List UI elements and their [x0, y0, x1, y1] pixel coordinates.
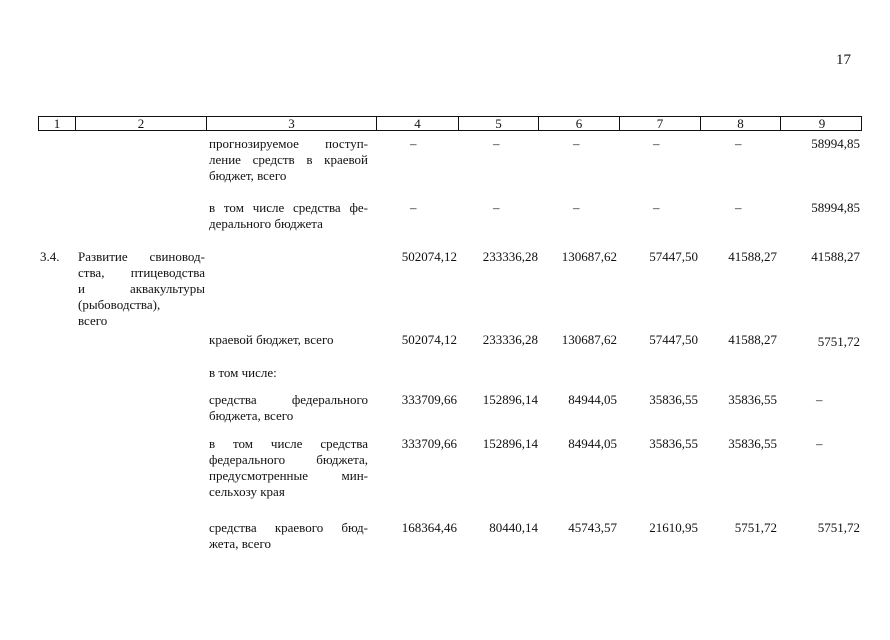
row-description-line: краевой бюджет, всего	[209, 332, 334, 347]
value-cell: 57447,50	[649, 249, 698, 264]
header-cell-3: 3	[207, 117, 377, 130]
value-cell: –	[410, 200, 417, 215]
value-cell: 58994,85	[811, 200, 860, 215]
row-description	[209, 365, 368, 381]
value-cell: 41588,27	[811, 249, 860, 264]
value-cell: 35836,55	[728, 392, 777, 407]
value-cell: 233336,28	[482, 332, 538, 347]
value-cell: 41588,27	[728, 332, 777, 347]
row-name-line: и аквакультуры	[78, 281, 205, 296]
row-description-line: ление средств в краевой	[209, 152, 368, 167]
row-description-line: в том числе средства	[209, 436, 368, 451]
row-description-line: прогнозируемое поступ-	[209, 136, 368, 151]
value-cell: 58994,85	[811, 136, 860, 151]
row-description	[209, 436, 368, 500]
header-cell-8: 8	[701, 117, 781, 130]
value-cell: 21610,95	[649, 520, 698, 535]
value-cell: 502074,12	[401, 332, 457, 347]
value-cell: 35836,55	[649, 392, 698, 407]
value-cell: 502074,12	[401, 249, 457, 264]
value-cell: 152896,14	[482, 436, 538, 451]
value-cell: 233336,28	[482, 249, 538, 264]
row-description-line: бюджета, всего	[209, 408, 294, 423]
value-cell: –	[735, 200, 742, 215]
value-cell: 80440,14	[489, 520, 538, 535]
row-name-line: Развитие свиновод-	[78, 249, 205, 264]
row-name	[78, 249, 205, 329]
row-description	[209, 332, 368, 348]
value-cell: 152896,14	[482, 392, 538, 407]
header-cell-5: 5	[459, 117, 539, 130]
value-cell: –	[410, 136, 417, 151]
value-cell: –	[816, 392, 823, 407]
row-description	[209, 200, 368, 232]
header-cell-7: 7	[620, 117, 701, 130]
header-cell-2: 2	[76, 117, 207, 130]
value-cell: 57447,50	[649, 332, 698, 347]
row-description-line: федерального бюджета,	[209, 452, 368, 467]
row-description	[209, 392, 368, 424]
value-cell: –	[493, 200, 500, 215]
value-cell: –	[653, 200, 660, 215]
row-description-line: бюджет, всего	[209, 168, 287, 183]
page-number: 17	[836, 52, 851, 68]
value-cell: –	[493, 136, 500, 151]
header-cell-1: 1	[39, 117, 76, 130]
value-cell: 45743,57	[568, 520, 617, 535]
value-cell: 41588,27	[728, 249, 777, 264]
row-description-line: средства федерального	[209, 392, 368, 407]
value-cell: 84944,05	[568, 392, 617, 407]
value-cell: 35836,55	[649, 436, 698, 451]
row-description-line: сельхозу края	[209, 484, 285, 499]
value-cell: –	[573, 200, 580, 215]
header-cell-9: 9	[818, 116, 826, 131]
value-cell: 130687,62	[561, 249, 617, 264]
value-cell: 130687,62	[561, 332, 617, 347]
value-cell: –	[573, 136, 580, 151]
value-cell: 35836,55	[728, 436, 777, 451]
value-cell: 333709,66	[401, 392, 457, 407]
row-description-line: в том числе средства фе-	[209, 200, 368, 215]
header-cell-6: 6	[539, 117, 620, 130]
value-cell: 5751,72	[734, 520, 777, 535]
value-cell: –	[653, 136, 660, 151]
value-cell: 84944,05	[568, 436, 617, 451]
value-cell: 5751,72	[817, 520, 860, 535]
row-number: 3.4.	[40, 249, 60, 264]
row-description-line: предусмотренные мин-	[209, 468, 368, 483]
row-description-line: дерального бюджета	[209, 216, 323, 231]
table-header-row	[38, 116, 862, 131]
row-description-line: средства краевого бюд-	[209, 520, 368, 535]
row-name-line: (рыбоводства),	[78, 297, 161, 312]
header-cell-4: 4	[377, 117, 459, 130]
row-description-line: в том числе:	[209, 365, 277, 380]
row-name-line: ства, птицеводства	[78, 265, 205, 280]
value-cell: –	[816, 436, 823, 451]
value-cell: –	[735, 136, 742, 151]
row-description-line: жета, всего	[209, 536, 271, 551]
row-description	[209, 136, 368, 184]
value-cell: 333709,66	[401, 436, 457, 451]
row-description	[209, 520, 368, 552]
value-cell: 5751,72	[817, 334, 860, 349]
value-cell: 168364,46	[401, 520, 457, 535]
row-name-line: всего	[78, 313, 108, 328]
